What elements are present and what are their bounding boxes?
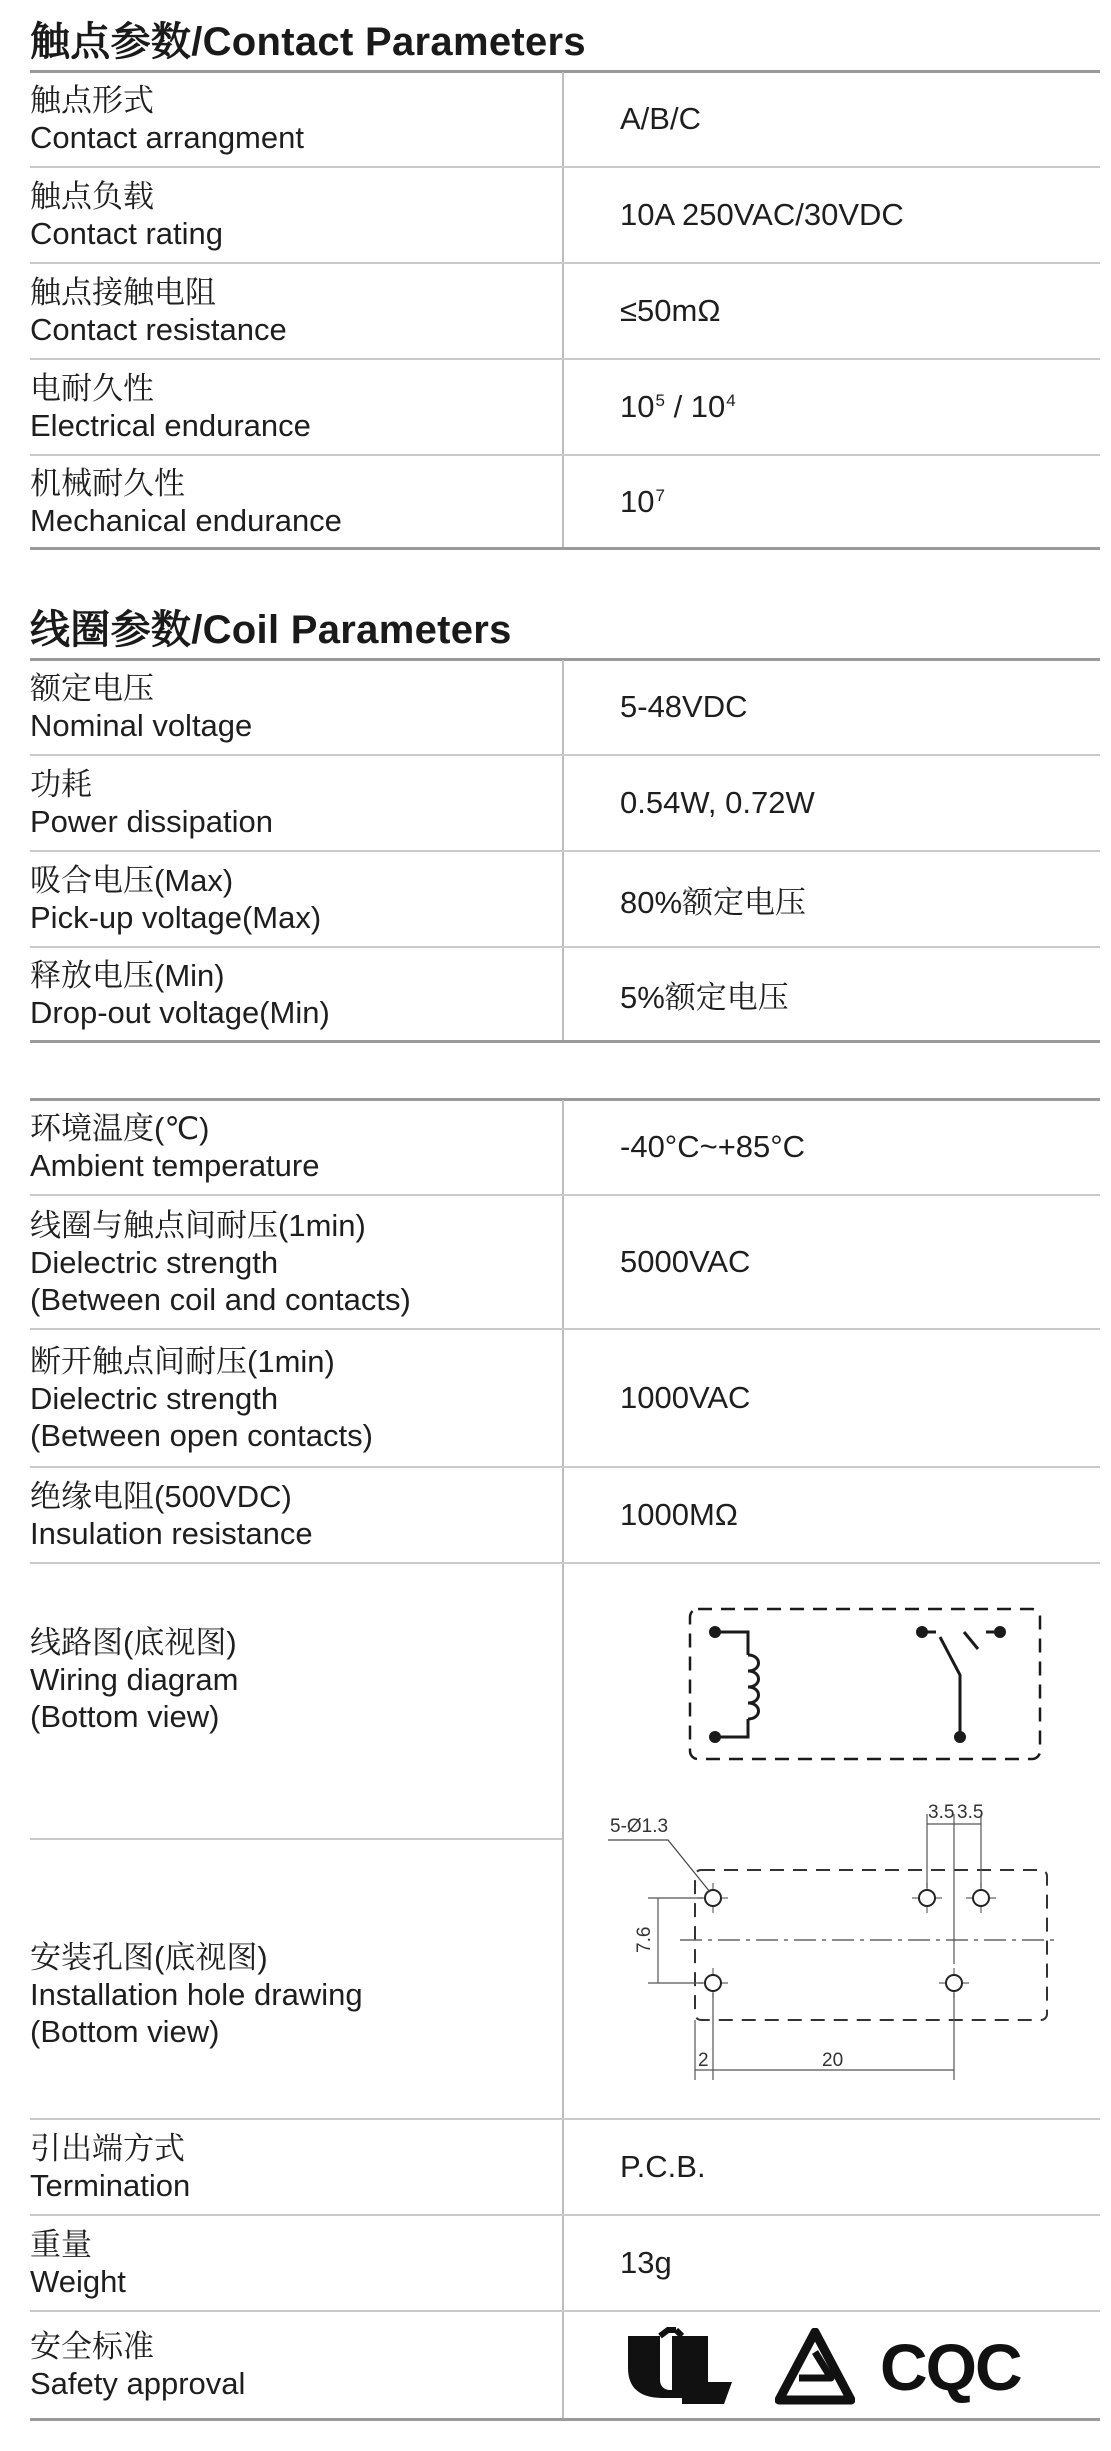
contact-row — [30, 456, 1100, 548]
param-label-zh: 额定电压 — [30, 671, 154, 706]
param-label-zh: 电耐久性 — [30, 371, 154, 406]
param-label-en-note: (Bottom view) — [30, 2013, 220, 2049]
param-label-zh: 线圈与触点间耐压(1min) — [30, 1207, 366, 1243]
value-base: 10 — [620, 484, 655, 519]
param-label-en: Weight — [30, 2264, 126, 2299]
other-row — [30, 1468, 1100, 1562]
other-row — [30, 2120, 1100, 2214]
contact-row — [30, 168, 1100, 262]
param-label-en: Ambient temperature — [30, 1148, 320, 1183]
switch-symbol — [922, 1632, 1000, 1737]
other-row — [30, 2216, 1100, 2310]
contact-row — [30, 264, 1100, 358]
param-label-en: Contact arrangment — [30, 120, 304, 155]
param-label-en-note: (Bottom view) — [30, 1698, 220, 1734]
param-label-en: Installation hole drawing — [30, 1976, 363, 2012]
switch-pin — [994, 1626, 1006, 1638]
param-value: -40°C~+85°C — [620, 1129, 806, 1164]
other-row — [30, 1196, 1100, 1328]
param-label-en-note: (Between open contacts) — [30, 1417, 373, 1453]
param-label-zh: 功耗 — [30, 767, 92, 802]
param-label-zh: 线路图(底视图) — [30, 1624, 237, 1660]
mounting-hole — [919, 1890, 935, 1906]
contact-section-title: 触点参数/Contact Parameters — [30, 20, 586, 64]
param-value: ≤50mΩ — [620, 293, 721, 328]
wiring-diagram — [660, 1585, 1070, 1775]
span-dimension: 20 — [822, 2050, 844, 2071]
param-label-en: Contact resistance — [30, 312, 287, 347]
contact-bottom-rule — [30, 547, 1100, 550]
height-dimension: 7.6 — [634, 1926, 655, 1953]
param-label-en: Wiring diagram — [30, 1661, 239, 1697]
pitch-dimension: 3.5 — [957, 1802, 984, 1823]
param-label-en: Dielectric strength — [30, 1380, 279, 1416]
param-value: 1000MΩ — [620, 1497, 738, 1532]
param-label-zh: 绝缘电阻(500VDC) — [30, 1479, 292, 1514]
param-value: 10A 250VAC/30VDC — [620, 197, 904, 232]
param-value: 5-48VDC — [620, 689, 748, 724]
coil-pin — [709, 1731, 721, 1743]
param-value: A/B/C — [620, 101, 701, 136]
cqc-logo: CQC — [880, 2330, 1021, 2404]
ul-logo — [620, 2322, 740, 2410]
param-value: 0.54W, 0.72W — [620, 785, 815, 820]
value-exponent: 4 — [726, 391, 736, 410]
param-label-zh: 机械耐久性 — [30, 466, 185, 501]
coil-section-title: 线圈参数/Coil Parameters — [30, 608, 512, 652]
switch-pin — [954, 1731, 966, 1743]
param-label-zh: 安装孔图(底视图) — [30, 1939, 268, 1975]
param-value — [620, 360, 736, 454]
coil-symbol — [715, 1632, 759, 1737]
triangle-mark-logo — [775, 2328, 855, 2408]
param-label-zh: 释放电压(Min) — [30, 958, 225, 993]
param-value — [620, 456, 665, 548]
mounting-hole — [705, 1890, 721, 1906]
param-label-en: Power dissipation — [30, 804, 273, 839]
param-value: 80%额定电压 — [620, 884, 807, 920]
param-label-zh: 环境温度(℃) — [30, 1111, 210, 1146]
value-separator: / — [664, 389, 691, 424]
param-label-en: Dielectric strength — [30, 1244, 279, 1280]
mounting-hole — [973, 1890, 989, 1906]
coil-row — [30, 852, 1100, 946]
param-value: 5000VAC — [620, 1244, 751, 1279]
pitch-dimension: 3.5 — [928, 1802, 955, 1823]
value-base: 10 — [690, 389, 726, 424]
other-row — [30, 1330, 1100, 1466]
switch-pin — [916, 1626, 928, 1638]
other-row — [30, 1100, 1100, 1194]
mounting-hole — [705, 1975, 721, 1991]
contact-row — [30, 360, 1100, 454]
pins-label: 5-Ø1.3 — [610, 1816, 669, 1837]
param-label-zh: 引出端方式 — [30, 2131, 185, 2166]
value-base: 10 — [620, 389, 655, 424]
mounting-hole — [946, 1975, 962, 1991]
param-label-zh: 触点接触电阻 — [30, 275, 216, 310]
edge-dimension: 2 — [698, 2050, 709, 2071]
coil-pin — [709, 1626, 721, 1638]
value-exponent: 7 — [655, 486, 665, 505]
coil-bottom-rule — [30, 1040, 1100, 1043]
param-value: 13g — [620, 2245, 672, 2280]
coil-row — [30, 948, 1100, 1040]
param-label-en: Contact rating — [30, 216, 223, 251]
coil-row — [30, 660, 1100, 754]
param-label-en-note: (Between coil and contacts) — [30, 1281, 411, 1317]
param-label-zh: 安全标准 — [30, 2329, 154, 2364]
param-label-en: Termination — [30, 2168, 191, 2203]
param-label-en: Drop-out voltage(Min) — [30, 995, 330, 1030]
param-label-zh: 触点负载 — [30, 179, 154, 214]
param-label-zh: 断开触点间耐压(1min) — [30, 1343, 335, 1379]
param-label-en: Mechanical endurance — [30, 503, 342, 538]
param-label-en: Safety approval — [30, 2366, 246, 2401]
param-label-en: Nominal voltage — [30, 708, 253, 743]
param-label-zh: 吸合电压(Max) — [30, 863, 234, 898]
param-value: 5%额定电压 — [620, 979, 789, 1015]
installation-hole-drawing — [600, 1788, 1080, 2090]
value-exponent: 5 — [655, 391, 665, 410]
param-label-en: Electrical endurance — [30, 408, 311, 443]
param-label-en: Insulation resistance — [30, 1516, 313, 1551]
other-bottom-rule — [30, 2418, 1100, 2421]
param-value: P.C.B. — [620, 2149, 706, 2184]
param-value: 1000VAC — [620, 1380, 751, 1415]
contact-row — [30, 72, 1100, 166]
coil-row — [30, 756, 1100, 850]
param-label-en: Pick-up voltage(Max) — [30, 900, 322, 935]
param-label-zh: 重量 — [30, 2227, 92, 2262]
param-label-zh: 触点形式 — [30, 83, 154, 118]
